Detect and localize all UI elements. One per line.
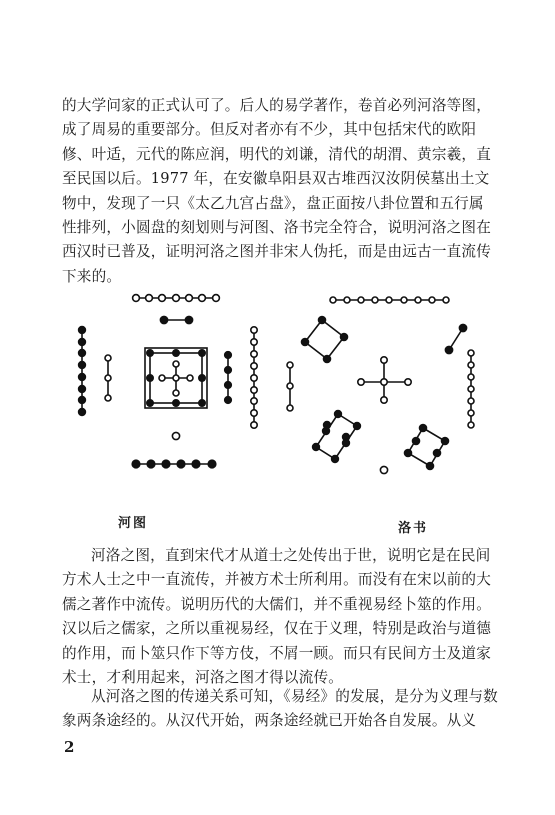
page-number: 2 (64, 738, 75, 756)
luoshu-caption: 洛书 (398, 521, 429, 536)
luoshu-left-three (287, 362, 293, 411)
hetu-caption: 河图 (118, 516, 149, 531)
luoshu-bottom-one (380, 466, 387, 473)
luoshu-bottom-left-eight (313, 411, 361, 463)
luoshu-top-left-four (302, 317, 348, 363)
luoshu-right-seven (468, 350, 474, 428)
luoshu-top-nine (330, 297, 449, 303)
body-paragraph-3: 从河洛之图的传递关系可知，《易经》的发展，是分为义理与数象两条途经的。从汉代开始，两条途经就已开始各自发展。从义 (62, 688, 498, 730)
body-paragraph-1: 的大学问家的正式认可了。后人的易学著作，卷首必列河洛等图，成了周易的重要部分。但反对者亦有不少，其中包括宋代的欧阳修、叶适，元代的陈应润，明代的刘谦，清代的胡渭、黄宗羲，直至民国以后。1977 年，在安徽阜阳县双古堆西汉汝阴侯墓出土文物中，发现了一只《太乙九宫占盘》，盘正面按八卦位置和五行属性排列，小圆盘的刻划则与河图、洛书完全符合，说明河洛之图在西汉时已普及，证明河洛之图并非宋人伪托，而是由远古一直流传下来的。 (62, 97, 492, 285)
luoshu-top-right-two (445, 324, 466, 353)
luoshu-center-five (358, 357, 411, 403)
body-paragraph-2: 河洛之图，直到宋代才从道士之处传出于世，说明它是在民间方术人士之中一直流传，并被方术士所利用。而没有在宋以前的大儒之著作中流传。说明历代的大儒们，并不重视易经卜筮的作用。汉以后之儒家，之所以重视易经，仅在于义理，特别是政治与道德的作用，而卜筮只作下等方伎，不屑一顾。而只有民间方士及道家术士，才利用起来，河洛之图才得以流传。 (62, 547, 492, 687)
luoshu-bottom-right-six (405, 425, 449, 470)
